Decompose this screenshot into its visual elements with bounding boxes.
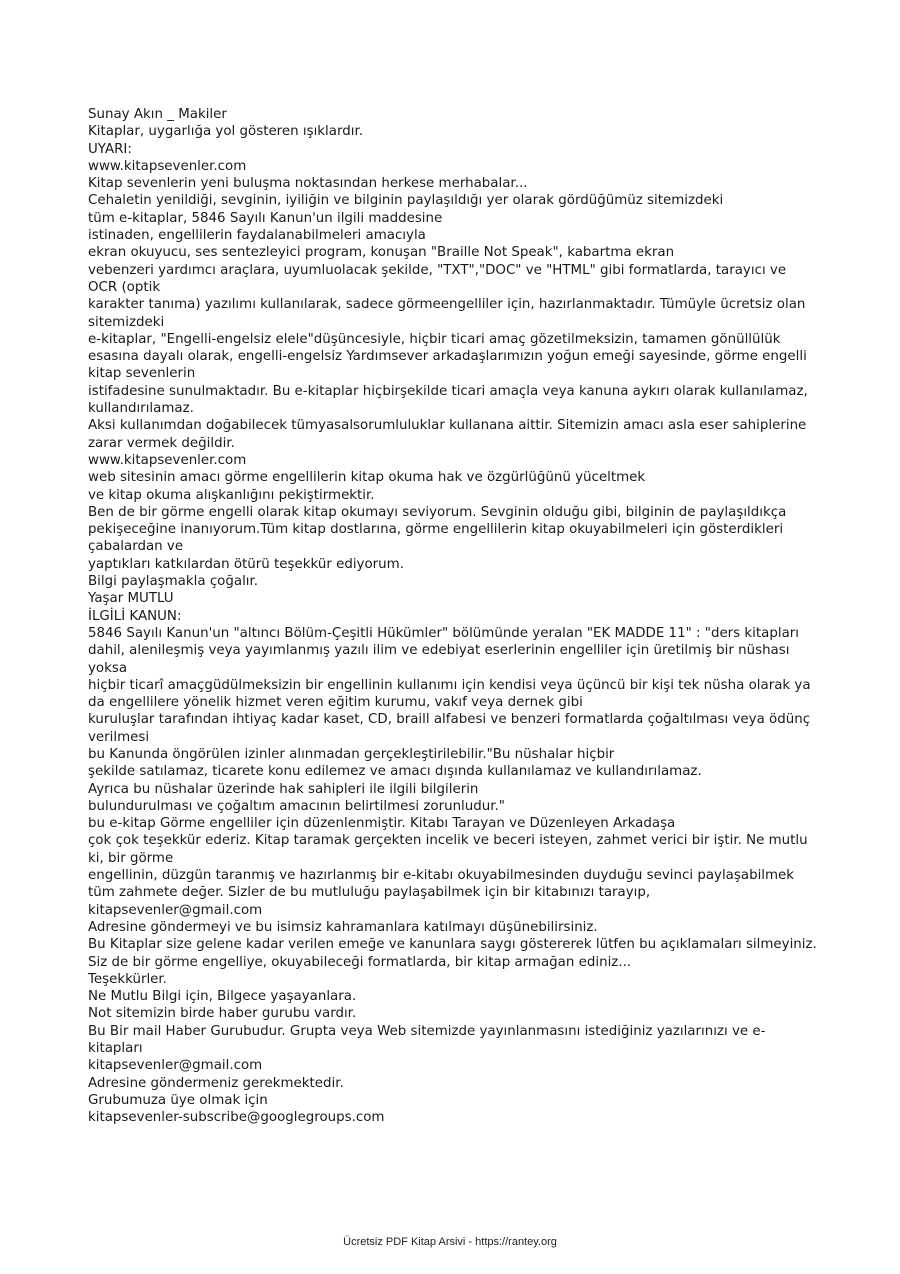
text-line: yaptıkları katkılardan ötürü teşekkür ediyorum. bbox=[88, 556, 404, 572]
page-footer: Ücretsiz PDF Kitap Arsivi - https://rantey.org bbox=[343, 1236, 557, 1248]
text-line: istifadesine sunulmaktadır. Bu e-kitaplar hiçbirşekilde ticari amaçla veya kanuna aykırı olarak kullanılamaz, kullandırılamaz. bbox=[88, 383, 808, 417]
text-line: şekilde satılamaz, ticarete konu edilemez ve amacı dışında kullanılamaz ve kullandırılamaz. bbox=[88, 764, 702, 780]
text-line: Adresine göndermeyi ve bu isimsiz kahramanlara katılmayı düşünebilirsiniz. bbox=[88, 919, 598, 935]
text-line: web sitesinin amacı görme engellilerin kitap okuma hak ve özgürlüğünü yüceltmek bbox=[88, 470, 646, 486]
text-line: Bu Bir mail Haber Gurubudur. Grupta veya Web sitemizde yayınlanmasını istediğiniz yazılarınızı ve e-kitapları bbox=[88, 1023, 766, 1057]
text-line: Siz de bir görme engelliye, okuyabileceği formatlarda, bir kitap armağan ediniz... bbox=[88, 954, 632, 970]
text-line: istinaden, engellilerin faydalanabilmeleri amacıyla bbox=[88, 228, 426, 244]
text-line: karakter tanıma) yazılımı kullanılarak, sadece görmeengelliler için, hazırlanmaktadır. Tümüyle ücretsiz olan sitemizdeki bbox=[88, 297, 806, 330]
text-line: Cehaletin yenildiği, sevginin, iyiliğin ve bilginin paylaşıldığı yer olarak gördüğümüz sitemizdeki bbox=[88, 193, 724, 209]
text-line: Yaşar MUTLU bbox=[88, 591, 174, 607]
text-line: ekran okuyucu, ses sentezleyici program, konuşan "Braille Not Speak", kabartma ekran bbox=[88, 245, 675, 261]
text-line: Grubumuza üye olmak için bbox=[88, 1092, 268, 1108]
text-line: hiçbir ticarî amaçgüdülmeksizin bir engellinin kullanımı için kendisi veya üçüncü bir kişi tek nüsha olarak ya da engellilere yönelik hizmet veren eğitim kurumu, vakıf veya dernek gibi bbox=[88, 677, 811, 711]
text-line: 5846 Sayılı Kanun'un "altıncı Bölüm-Çeşitli Hükümler" bölümünde yeralan "EK MADDE 11" : "ders kitapları dahil, alenileşmiş veya yayımlanmış yazılı ilim ve edebiyat eserlerinin engelliler için üretilmiş bir nüshası yoksa bbox=[88, 625, 799, 676]
text-line: Bu Kitaplar size gelene kadar verilen emeğe ve kanunlara saygı göstererek lütfen bu açıklamaları silmeyiniz. bbox=[88, 937, 817, 953]
text-line: Kitap sevenlerin yeni buluşma noktasından herkese merhabalar... bbox=[88, 176, 528, 192]
text-line: Ne Mutlu Bilgi için, Bilgece yaşayanlara. bbox=[88, 989, 357, 1005]
document-body bbox=[88, 106, 818, 1127]
text-line: bu e-kitap Görme engelliler için düzenlenmiştir. Kitabı Tarayan ve Düzenleyen Arkadaşa bbox=[88, 816, 676, 832]
text-line: Sunay Akın _ Makiler bbox=[88, 107, 227, 122]
text-line: çok çok teşekkür ederiz. Kitap taramak gerçekten incelik ve beceri isteyen, zahmet verici bir iştir. Ne mutlu ki, bir görme bbox=[88, 833, 808, 866]
text-line: e-kitaplar, "Engelli-engelsiz elele"düşüncesiyle, hiçbir ticari amaç gözetilmeksizin, tamamen gönüllülük esasına dayalı olarak, engelli-engelsiz Yardımsever arkadaşlarımızın yoğun emeği sayesinde, görme engelli kitap sevenlerin bbox=[88, 331, 807, 382]
text-line: bulundurulması ve çoğaltım amacının belirtilmesi zorunludur." bbox=[88, 798, 505, 814]
text-line: engellinin, düzgün taranmış ve hazırlanmış bir e-kitabı okuyabilmesinden duyduğu sevinci paylaşabilmek tüm zahmete değer. Sizler de bu mutluluğu paylaşabilmek için bir kitabınızı tarayıp, bbox=[88, 868, 795, 901]
text-line: Kitaplar, uygarlığa yol gösteren ışıklardır. bbox=[88, 124, 363, 140]
text-line: İLGİLİ KANUN: bbox=[88, 608, 182, 624]
text-line: kitapsevenler@gmail.com bbox=[88, 1058, 263, 1074]
text-line: Adresine göndermeniz gerekmektedir. bbox=[88, 1075, 344, 1091]
text-line: Bilgi paylaşmakla çoğalır. bbox=[88, 574, 259, 590]
text-line: tüm e-kitaplar, 5846 Sayılı Kanun'un ilgili maddesine bbox=[88, 210, 443, 226]
text-line: Teşekkürler. bbox=[88, 971, 167, 987]
text-line: Ben de bir görme engelli olarak kitap okumayı seviyorum. Sevginin olduğu gibi, bilginin de paylaşıldıkça pekişeceğine inanıyorum.Tüm kitap dostlarına, görme engellilerin kitap okuyabilmeleri için gösterdikleri çabalardan ve bbox=[88, 504, 787, 555]
text-line: ve kitap okuma alışkanlığını pekiştirmektir. bbox=[88, 487, 375, 503]
text-line: www.kitapsevenler.com bbox=[88, 452, 247, 468]
text-line: UYARI: bbox=[88, 141, 132, 157]
text-line: kitapsevenler-subscribe@googlegroups.com bbox=[88, 1110, 385, 1126]
text-line: Ayrıca bu nüshalar üzerinde hak sahipleri ile ilgili bilgilerin bbox=[88, 781, 479, 797]
text-line: kuruluşlar tarafından ihtiyaç kadar kaset, CD, braill alfabesi ve benzeri formatlarda çoğaltılması veya ödünç verilmesi bbox=[88, 712, 811, 745]
text-line: Not sitemizin birde haber gurubu vardır. bbox=[88, 1006, 357, 1022]
text-line: bu Kanunda öngörülen izinler alınmadan gerçekleştirilebilir."Bu nüshalar hiçbir bbox=[88, 746, 615, 762]
text-line: kitapsevenler@gmail.com bbox=[88, 902, 263, 918]
text-line: vebenzeri yardımcı araçlara, uyumluolacak şekilde, "TXT","DOC" ve "HTML" gibi formatlarda, tarayıcı ve OCR (optik bbox=[88, 262, 787, 295]
text-line: www.kitapsevenler.com bbox=[88, 158, 247, 174]
text-line: Aksi kullanımdan doğabilecek tümyasalsorumluluklar kullanana aittir. Sitemizin amacı asla eser sahiplerine zarar vermek değildir. bbox=[88, 418, 807, 451]
